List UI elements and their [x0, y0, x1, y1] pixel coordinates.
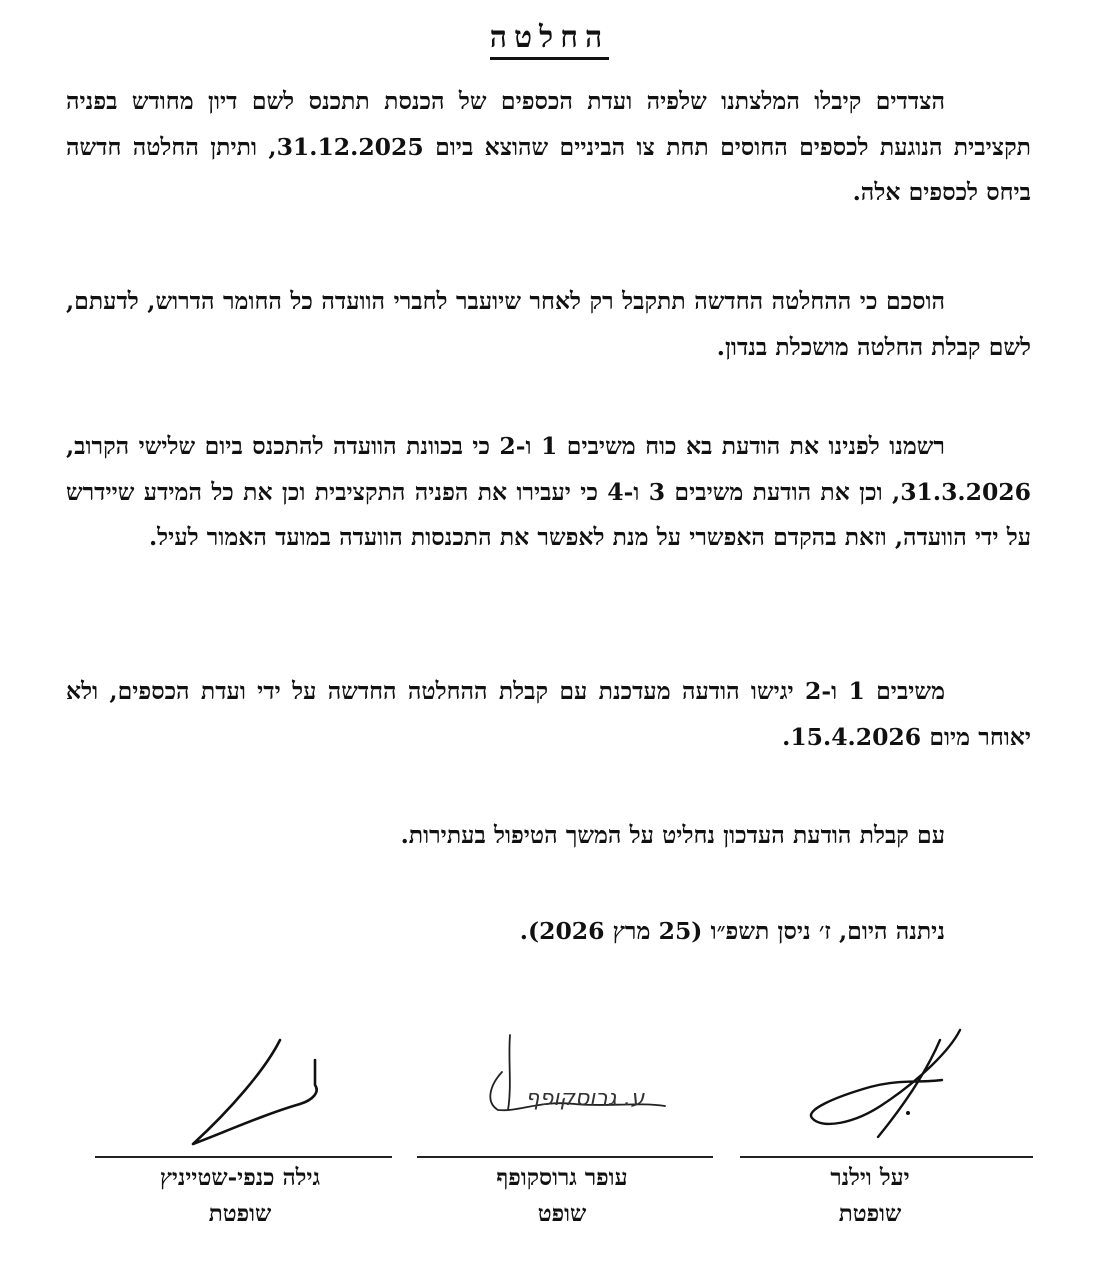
judge-name-canfy-steinitz: גילה כנפי-שטייניץ — [159, 1164, 321, 1191]
signature-line-grosskopf — [417, 1156, 713, 1158]
paragraph-respondents-notice: רשמנו לפנינו את הודעת בא כוח משיבים 1 ו-2 כי בכוונת הוועדה להתכנס ביום שלישי הקרוב, 31.3.2026, וכן את הודעת משיבים 3 ו-4 כי יעבירו את הפניה התקציבית וכן את כל המידע שיידרש על ידי הוועדה, וזאת בהקדם האפשרי על מנת לאפשר את התכנסות הוועדה במועד האמור לעיל. — [66, 432, 1032, 551]
signature-willner-scribble — [800, 1025, 975, 1150]
signature-block-grosskopf — [427, 1160, 697, 1232]
signature-canfy-steinitz-scribble — [175, 1030, 335, 1155]
judge-name-grosskopf: עופר גרוסקופף — [496, 1164, 628, 1191]
signature-grosskopf-scribble — [480, 1030, 680, 1130]
signature-line-canfy-steinitz — [95, 1156, 392, 1158]
title-text: החלטה — [490, 20, 609, 60]
signature-block-canfy-steinitz — [105, 1160, 375, 1232]
signature-line-willner — [740, 1156, 1033, 1158]
paragraph-further-handling: עם קבלת הודעת העדכון נחליט על המשך הטיפול בעתירות. — [400, 821, 945, 849]
judge-role-willner: שופטת — [838, 1200, 902, 1227]
judge-name-willner: יעל וילנר — [830, 1164, 910, 1191]
judge-role-grosskopf: שופט — [537, 1200, 587, 1227]
paragraph-given-date: ניתנה היום, ז׳ ניסן תשפ״ו (25 מרץ 2026). — [519, 917, 945, 945]
signature-block-willner — [740, 1160, 1000, 1232]
judge-role-canfy-steinitz: שופטת — [208, 1200, 272, 1227]
document-title — [0, 20, 1099, 55]
paragraph-hearing-recommendation: הצדדים קיבלו המלצתנו שלפיה ועדת הכספים של הכנסת תתכנס לשם דיון מחודש בפניה תקציבית הנוגעת לכספים החוסים תחת צו הביניים שהוצא ביום 31.12.2025, ותיתן החלטה חדשה ביחס לכספים אלה. — [66, 87, 1032, 206]
paragraph-agreement: הוסכם כי ההחלטה החדשה תתקבל רק לאחר שיועבר לחברי הוועדה כל החומר הדרוש, לדעתם, לשם קבלת החלטה מושכלת בנדון. — [66, 287, 1031, 361]
signature-grosskopf-handwriting: ע. גרוסקופף — [525, 1086, 645, 1111]
paragraph-update-deadline: משיבים 1 ו-2 יגישו הודעה מעדכנת עם קבלת ההחלטה החדשה על ידי ועדת הכספים, ולא יאוחר מיום 15.4.2026. — [66, 677, 1031, 751]
